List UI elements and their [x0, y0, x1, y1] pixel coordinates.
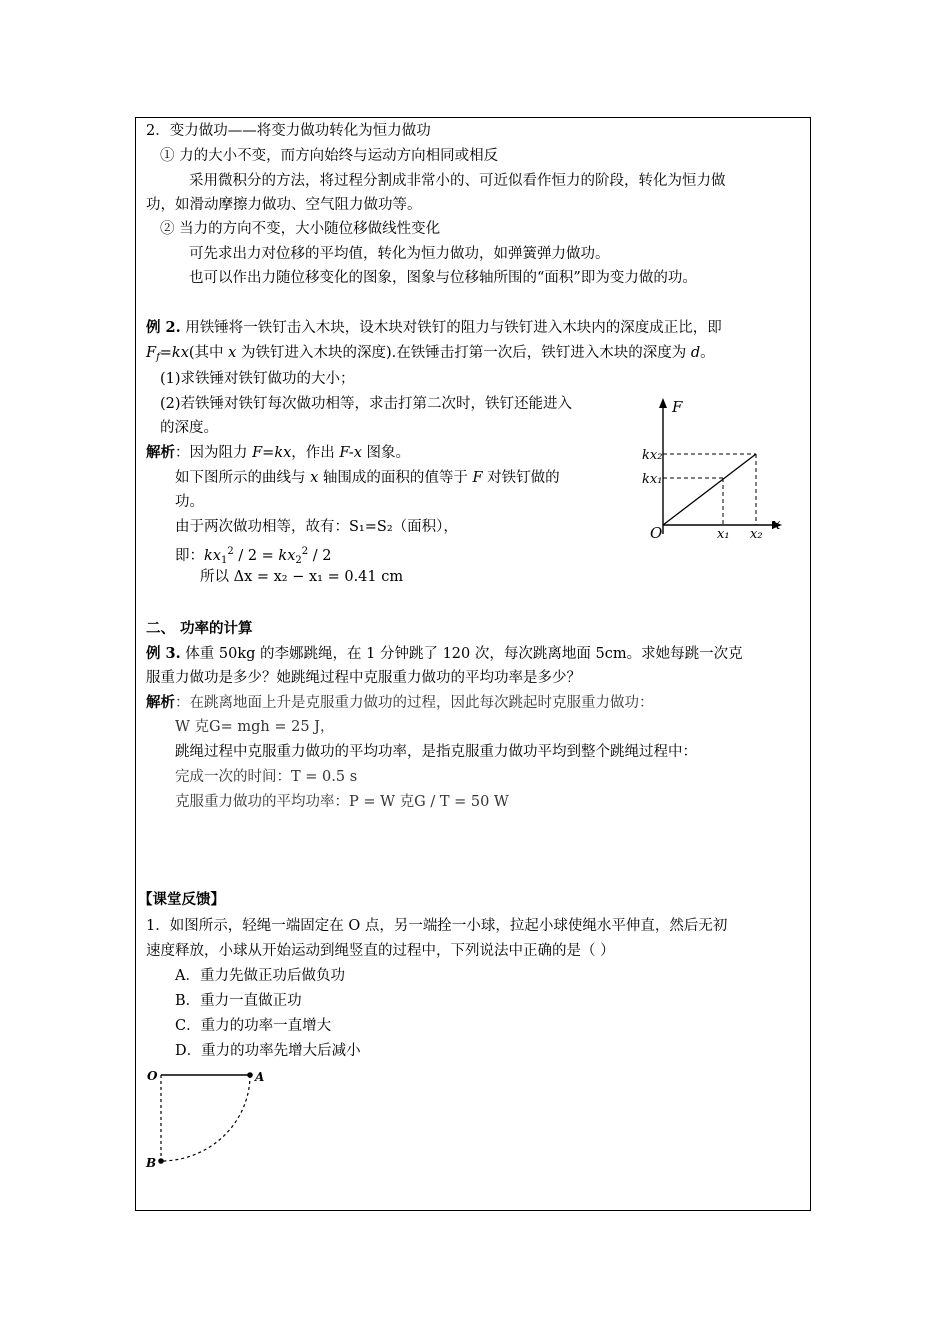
option-b[interactable]: B．重力一直做正功 [175, 993, 302, 1009]
point-a-label: A [255, 1070, 265, 1084]
y-axis-arrow [659, 398, 667, 408]
example2-label: 例 2. [146, 319, 181, 336]
ball-path-arc [161, 1075, 250, 1161]
feedback-question1-line1: 1．如图所示，轻绳一端固定在 O 点，另一端拴一小球，拉起小球使绳水平伸直，然后无初 [146, 918, 728, 934]
example3-label: 例 3. [146, 645, 181, 662]
example3-solution-work: W 克G= mgh = 25 J， [175, 719, 335, 735]
example3-solution-label: 解析 [146, 694, 175, 711]
option-d[interactable]: D．重力的功率先增大后减小 [175, 1043, 361, 1059]
case2-title: ② 当力的方向不变，大小随位移做线性变化 [160, 221, 441, 237]
example3-solution-power: 克服重力做功的平均功率：P = W 克G / T = 50 W [175, 794, 509, 810]
example3-solution-time: 完成一次的时间：T = 0.5 s [175, 769, 358, 785]
section-heading: 2．变力做功——将变力做功转化为恒力做功 [146, 123, 431, 139]
case1-text: 采用微积分的方法，将过程分割成非常小的、可近似看作恒力的阶段，转化为恒力做 [189, 173, 726, 189]
example2-solution-line4: 由于两次做功相等，故有：S₁=S₂（面积）， [175, 519, 458, 535]
tick-kx1: kx₁ [642, 472, 663, 487]
example3-line2: 服重力做功是多少？她跳绳过程中克服重力做功的平均功率是多少？ [146, 670, 581, 686]
example3-solution-power-def: 跳绳过程中克服重力做功的平均功率，是指克服重力做功平均到整个跳绳过程中： [175, 744, 697, 760]
option-c[interactable]: C．重力的功率一直增大 [175, 1018, 332, 1034]
point-o-label: O [147, 1069, 158, 1083]
solution-label: 解析 [146, 444, 175, 461]
ball-at-a [247, 1072, 253, 1078]
force-displacement-graph [638, 392, 788, 542]
point-b-label: B [146, 1156, 157, 1170]
origin-label: O [650, 524, 663, 542]
tick-kx2: kx₂ [642, 448, 663, 463]
x-axis-label: x [772, 515, 781, 533]
pendulum-figure [142, 1064, 272, 1174]
option-a[interactable]: A．重力先做正功后做负功 [175, 968, 345, 984]
feedback-question1-line2: 速度释放，小球从开始运动到绳竖直的过程中，下列说法中正确的是（ ） [146, 943, 615, 959]
example2-question1: (1)求铁锤对铁钉做功的大小； [160, 371, 355, 387]
case1-title: ① 力的大小不变，而方向始终与运动方向相同或相反 [160, 148, 499, 164]
example2-question2: (2)若铁锤对铁钉每次做功相等，求击打第二次时，铁钉还能进入 [160, 396, 573, 412]
force-line [663, 454, 756, 525]
feedback-heading: 【课堂反馈】 [138, 891, 225, 908]
y-axis-label: F [672, 398, 683, 416]
power-section-heading: 二、 功率的计算 [146, 620, 253, 637]
example2-solution-line2: 如下图所示的曲线与 x 轴围成的面积的值等于 F 对铁钉做的 [175, 470, 560, 486]
case2-text-area: 也可以作出力随位移变化的图象，图象与位移轴所围的“面积”即为变力做的功。 [189, 270, 697, 286]
example2-solution-line3: 功。 [175, 494, 204, 510]
tick-x1: x₁ [717, 527, 730, 542]
example2-line2: $F_f=kx$(其中 x 为铁钉进入木块的深度).在铁锤击打第一次后，铁钉进入木块的深度为 d。 [146, 345, 715, 363]
example2-solution-line6: 所以 Δx = x₂ − x₁ = 0.41 cm [200, 569, 404, 585]
example2-solution-line5: 即：$kx_1^2 / 2 = kx_2^2 / 2$ [175, 546, 332, 566]
case2-text: 可先求出力对位移的平均值，转化为恒力做功，如弹簧弹力做功。 [189, 246, 610, 262]
example3-solution-line1: 解析：在跳离地面上升是克服重力做功的过程，因此每次跳起时克服重力做功： [146, 694, 654, 711]
example2-question2-cont: 的深度。 [160, 420, 218, 436]
tick-x2: x₂ [750, 527, 763, 542]
example3-line1: 例 3. 体重 50kg 的李娜跳绳，在 1 分钟跳了 120 次，每次跳离地面 5cm。求她每跳一次克 [146, 645, 743, 662]
ball-at-b [158, 1158, 164, 1164]
example2-solution-line1: 解析：因为阻力 F=kx，作出 F-x 图象。 [146, 444, 411, 461]
example2-line1: 例 2. 用铁锤将一铁钉击入木块，设木块对铁钉的阻力与铁钉进入木块内的深度成正比，即 [146, 319, 722, 336]
case1-text-cont: 功，如滑动摩擦力做功、空气阻力做功等。 [146, 197, 422, 213]
